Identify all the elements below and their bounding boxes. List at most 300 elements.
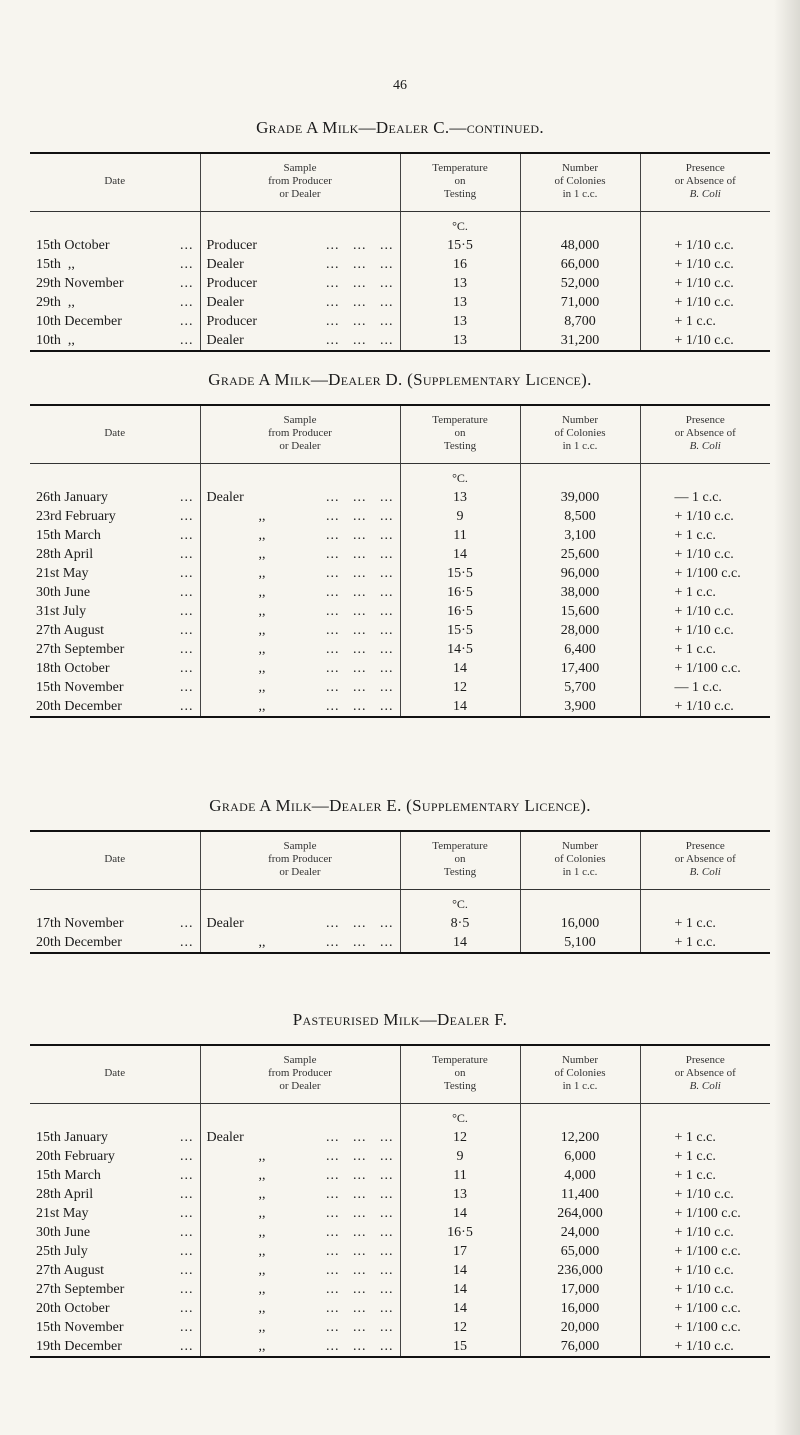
date-cell [30,1280,200,1299]
date-cell [30,312,200,331]
header-colonies [520,831,640,890]
leader-dots: ... ... ... [326,1149,394,1164]
colonies-cell: 8,500 [520,507,640,526]
leader-dots: ... [180,1168,194,1183]
temperature-cell: 9 [400,1147,520,1166]
table-title: Grade A Milk—Dealer E. (Supplementary Licence). [209,796,591,815]
leader-dots: ... [180,1339,194,1354]
temperature-cell: 13 [400,312,520,331]
table-row [30,1337,770,1357]
colonies-cell: 71,000 [520,293,640,312]
header-temperature-line: Testing [443,1080,477,1092]
table-header-row [30,831,770,890]
leader-dots: ... [180,604,194,619]
unit-row [30,890,770,915]
source-cell [200,488,400,507]
b-coli-cell: + 1 c.c. [640,1166,770,1185]
date-text: 28th April [36,547,94,562]
colonies-cell: 12,200 [520,1128,640,1147]
temperature-cell: 8·5 [400,914,520,933]
table-row [30,1147,770,1166]
table-row [30,697,770,717]
temperature-cell: 11 [400,1166,520,1185]
header-temperature-line: Testing [443,440,477,452]
b-coli-cell: + 1 c.c. [640,933,770,953]
b-coli-cell: + 1 c.c. [640,526,770,545]
header-colonies-line: of Colonies [554,175,606,187]
source-cell [200,1261,400,1280]
b-coli-cell: — 1 c.c. [640,678,770,697]
leader-dots: ... [180,1187,194,1202]
leader-dots: ... ... ... [326,935,394,950]
temperature-cell: 14 [400,1280,520,1299]
leader-dots: ... ... ... [326,295,394,310]
source-cell [200,274,400,293]
table-row [30,564,770,583]
b-coli-cell: + 1/100 c.c. [640,1299,770,1318]
temperature-cell: 13 [400,274,520,293]
b-coli-cell: + 1/10 c.c. [640,621,770,640]
table-row [30,933,770,953]
header-sample [200,1045,400,1104]
unit-row-cell [520,212,640,237]
temperature-cell: 14 [400,659,520,678]
table-header-row [30,153,770,212]
source-cell [200,1185,400,1204]
table-row [30,236,770,255]
unit-label: °C. [400,212,520,237]
source-text: ,, [258,680,266,695]
source-text: ,, [258,661,266,676]
table-row [30,914,770,933]
unit-row [30,464,770,489]
leader-dots: ... [180,1130,194,1145]
header-temperature-line: Testing [443,866,477,878]
b-coli-cell: + 1/10 c.c. [640,545,770,564]
page-number: 46 [393,78,407,93]
colonies-cell: 17,400 [520,659,640,678]
temperature-cell: 14 [400,1261,520,1280]
date-text: 10th December [36,314,122,329]
b-coli-cell: + 1/10 c.c. [640,274,770,293]
source-cell [200,507,400,526]
source-text: ,, [258,1263,266,1278]
table-row [30,583,770,602]
temperature-cell: 12 [400,678,520,697]
header-temperature-line: Temperature [432,162,488,174]
source-cell [200,1299,400,1318]
source-cell [200,914,400,933]
colonies-cell: 264,000 [520,1204,640,1223]
source-cell [200,1128,400,1147]
date-cell [30,274,200,293]
source-text: Dealer [206,333,244,348]
leader-dots: ... ... ... [326,916,394,931]
milk-test-table [30,1044,770,1358]
date-cell [30,1147,200,1166]
leader-dots: ... ... ... [326,604,394,619]
leader-dots: ... [180,935,194,950]
table-row [30,640,770,659]
colonies-cell: 65,000 [520,1242,640,1261]
date-cell [30,933,200,953]
unit-row-cell [30,464,200,489]
header-colonies-line: of Colonies [554,853,606,865]
header-sample-line: Sample [283,414,317,426]
b-coli-cell: + 1/10 c.c. [640,255,770,274]
unit-row-cell [640,464,770,489]
milk-test-table [30,404,770,718]
date-text: 10th ,, [36,333,75,348]
b-coli-cell: + 1/100 c.c. [640,1242,770,1261]
date-text: 21st May [36,566,89,581]
temperature-cell: 11 [400,526,520,545]
source-cell [200,1204,400,1223]
source-cell [200,1242,400,1261]
header-b-coli-line: Presence [685,414,725,426]
temperature-cell: 13 [400,488,520,507]
colonies-cell: 17,000 [520,1280,640,1299]
header-colonies [520,1045,640,1104]
header-sample [200,153,400,212]
source-cell [200,640,400,659]
date-cell [30,1204,200,1223]
table-row [30,507,770,526]
date-cell [30,583,200,602]
date-text: 20th December [36,935,122,950]
source-text: ,, [258,699,266,714]
table-row [30,1223,770,1242]
leader-dots: ... [180,585,194,600]
b-coli-cell: + 1/100 c.c. [640,659,770,678]
leader-dots: ... ... ... [326,1320,394,1335]
header-b-coli-line: or Absence of [674,175,736,187]
leader-dots: ... ... ... [326,1301,394,1316]
unit-row-cell [30,212,200,237]
milk-test-table [30,152,770,352]
date-text: 15th October [36,238,110,253]
colonies-cell: 5,700 [520,678,640,697]
date-text: 20th February [36,1149,115,1164]
header-colonies-line: Number [561,840,599,852]
temperature-cell: 12 [400,1318,520,1337]
header-colonies-line: in 1 c.c. [562,188,598,200]
table-row [30,331,770,351]
header-temperature [400,1045,520,1104]
table-title: Grade A Milk—Dealer D. (Supplementary Licence). [208,370,592,389]
header-sample-line: from Producer [268,427,332,439]
temperature-cell: 15·5 [400,564,520,583]
table-header-row [30,1045,770,1104]
header-sample [200,405,400,464]
date-cell [30,526,200,545]
colonies-cell: 16,000 [520,1299,640,1318]
source-text: Producer [206,276,258,291]
b-coli-cell: + 1 c.c. [640,1147,770,1166]
leader-dots: ... [180,528,194,543]
table-row [30,659,770,678]
source-text: Dealer [206,916,244,931]
header-b-coli [640,1045,770,1104]
leader-dots: ... [180,680,194,695]
header-date: Date [30,153,200,212]
leader-dots: ... [180,661,194,676]
leader-dots: ... [180,1320,194,1335]
leader-dots: ... [180,257,194,272]
source-cell [200,236,400,255]
b-coli-cell: + 1/10 c.c. [640,236,770,255]
colonies-cell: 15,600 [520,602,640,621]
b-coli-cell: + 1/10 c.c. [640,697,770,717]
colonies-cell: 6,400 [520,640,640,659]
header-temperature-line: on [454,853,466,865]
colonies-cell: 66,000 [520,255,640,274]
leader-dots: ... ... ... [326,490,394,505]
leader-dots: ... ... ... [326,1187,394,1202]
source-text: ,, [258,1187,266,1202]
temperature-cell: 15 [400,1337,520,1357]
header-colonies-line: of Colonies [554,427,606,439]
date-text: 30th June [36,585,91,600]
b-coli-cell: + 1/100 c.c. [640,564,770,583]
leader-dots: ... [180,295,194,310]
table-header-row [30,405,770,464]
leader-dots: ... ... ... [326,276,394,291]
b-coli-cell: + 1 c.c. [640,1128,770,1147]
leader-dots: ... ... ... [326,1339,394,1354]
header-b-coli-line: B. Coli [689,866,721,878]
table-row [30,602,770,621]
date-text: 15th ,, [36,257,75,272]
unit-row [30,1104,770,1129]
source-text: ,, [258,1244,266,1259]
colonies-cell: 8,700 [520,312,640,331]
header-sample-line: from Producer [268,1067,332,1079]
colonies-cell: 96,000 [520,564,640,583]
table-row [30,678,770,697]
date-text: 27th September [36,642,125,657]
leader-dots: ... ... ... [326,1282,394,1297]
source-text: ,, [258,935,266,950]
unit-row-cell [520,464,640,489]
date-text: 27th September [36,1282,125,1297]
b-coli-cell: + 1 c.c. [640,914,770,933]
colonies-cell: 4,000 [520,1166,640,1185]
colonies-cell: 24,000 [520,1223,640,1242]
leader-dots: ... [180,1301,194,1316]
temperature-cell: 14 [400,1299,520,1318]
b-coli-cell: + 1 c.c. [640,583,770,602]
temperature-cell: 14 [400,933,520,953]
header-b-coli-line: Presence [685,840,725,852]
table-title: Grade A Milk—Dealer C.—continued. [256,118,544,137]
date-text: 25th July [36,1244,88,1259]
date-cell [30,1261,200,1280]
milk-test-table [30,830,770,954]
temperature-cell: 16·5 [400,583,520,602]
b-coli-cell: + 1/10 c.c. [640,1185,770,1204]
header-colonies-line: Number [561,162,599,174]
header-colonies-line: in 1 c.c. [562,440,598,452]
source-cell [200,1337,400,1357]
temperature-cell: 14·5 [400,640,520,659]
leader-dots: ... [180,238,194,253]
date-cell [30,678,200,697]
header-b-coli-line: or Absence of [674,1067,736,1079]
colonies-cell: 39,000 [520,488,640,507]
temperature-cell: 9 [400,507,520,526]
header-temperature-line: Testing [443,188,477,200]
b-coli-cell: + 1/10 c.c. [640,507,770,526]
header-b-coli-line: Presence [685,162,725,174]
date-text: 15th November [36,680,124,695]
source-cell [200,331,400,351]
header-sample-line: Sample [283,840,317,852]
source-cell [200,293,400,312]
date-text: 17th November [36,916,124,931]
temperature-cell: 15·5 [400,236,520,255]
date-cell [30,1128,200,1147]
source-text: ,, [258,1206,266,1221]
source-text: ,, [258,547,266,562]
source-text: Producer [206,314,258,329]
header-b-coli-line: Presence [685,1054,725,1066]
date-text: 23rd February [36,509,116,524]
table-row [30,1299,770,1318]
b-coli-cell: + 1 c.c. [640,312,770,331]
b-coli-cell: + 1/10 c.c. [640,1223,770,1242]
colonies-cell: 52,000 [520,274,640,293]
colonies-cell: 25,600 [520,545,640,564]
date-cell [30,1337,200,1357]
date-text: 20th December [36,699,122,714]
date-text: 27th August [36,623,105,638]
header-date: Date [30,1045,200,1104]
temperature-cell: 14 [400,545,520,564]
leader-dots: ... [180,566,194,581]
source-text: ,, [258,1301,266,1316]
leader-dots: ... [180,314,194,329]
date-cell [30,331,200,351]
leader-dots: ... [180,1244,194,1259]
source-text: ,, [258,623,266,638]
table-row [30,1280,770,1299]
header-colonies [520,153,640,212]
b-coli-cell: + 1/10 c.c. [640,1337,770,1357]
unit-label: °C. [400,890,520,915]
temperature-cell: 15·5 [400,621,520,640]
source-text: ,, [258,585,266,600]
leader-dots: ... [180,642,194,657]
header-temperature [400,405,520,464]
source-cell [200,1280,400,1299]
leader-dots: ... ... ... [326,642,394,657]
source-cell [200,526,400,545]
source-text: ,, [258,1282,266,1297]
date-cell [30,914,200,933]
date-cell [30,1242,200,1261]
leader-dots: ... [180,1282,194,1297]
source-cell [200,1147,400,1166]
leader-dots: ... [180,1206,194,1221]
temperature-cell: 16 [400,255,520,274]
date-cell [30,488,200,507]
table-row [30,1261,770,1280]
unit-row-cell [640,1104,770,1129]
b-coli-cell: + 1/10 c.c. [640,1280,770,1299]
date-cell [30,1185,200,1204]
leader-dots: ... ... ... [326,1168,394,1183]
table-section-dealer-e [30,796,770,954]
unit-label: °C. [400,1104,520,1129]
date-text: 31st July [36,604,87,619]
table-row [30,1128,770,1147]
colonies-cell: 38,000 [520,583,640,602]
table-row [30,1204,770,1223]
date-cell [30,602,200,621]
header-temperature-line: on [454,427,466,439]
leader-dots: ... [180,547,194,562]
source-text: Producer [206,238,258,253]
source-cell [200,621,400,640]
date-text: 15th January [36,1130,108,1145]
temperature-cell: 13 [400,293,520,312]
table-row [30,621,770,640]
header-sample-line: or Dealer [279,866,321,878]
b-coli-cell: + 1/100 c.c. [640,1318,770,1337]
source-text: ,, [258,528,266,543]
source-text: ,, [258,1225,266,1240]
leader-dots: ... ... ... [326,1244,394,1259]
header-temperature-line: on [454,1067,466,1079]
leader-dots: ... ... ... [326,1225,394,1240]
source-cell [200,1318,400,1337]
table-row [30,488,770,507]
leader-dots: ... ... ... [326,1130,394,1145]
source-text: ,, [258,1339,266,1354]
header-colonies-line: Number [561,414,599,426]
unit-row-cell [520,1104,640,1129]
source-text: ,, [258,1320,266,1335]
b-coli-cell: + 1 c.c. [640,640,770,659]
date-cell [30,507,200,526]
table-row [30,312,770,331]
leader-dots: ... ... ... [326,314,394,329]
source-cell [200,1166,400,1185]
temperature-cell: 12 [400,1128,520,1147]
colonies-cell: 28,000 [520,621,640,640]
header-colonies [520,405,640,464]
header-colonies-line: Number [561,1054,599,1066]
source-cell [200,659,400,678]
date-cell [30,236,200,255]
source-cell [200,564,400,583]
source-text: ,, [258,509,266,524]
date-cell [30,659,200,678]
leader-dots: ... ... ... [326,1206,394,1221]
date-text: 19th December [36,1339,122,1354]
table-title: Pasteurised Milk—Dealer F. [292,1010,508,1029]
colonies-cell: 11,400 [520,1185,640,1204]
header-b-coli-line: or Absence of [674,427,736,439]
unit-row [30,212,770,237]
source-text: ,, [258,1149,266,1164]
date-text: 15th November [36,1320,124,1335]
header-colonies-line: in 1 c.c. [562,866,598,878]
b-coli-cell: + 1/10 c.c. [640,331,770,351]
table-row [30,274,770,293]
source-text: ,, [258,566,266,581]
